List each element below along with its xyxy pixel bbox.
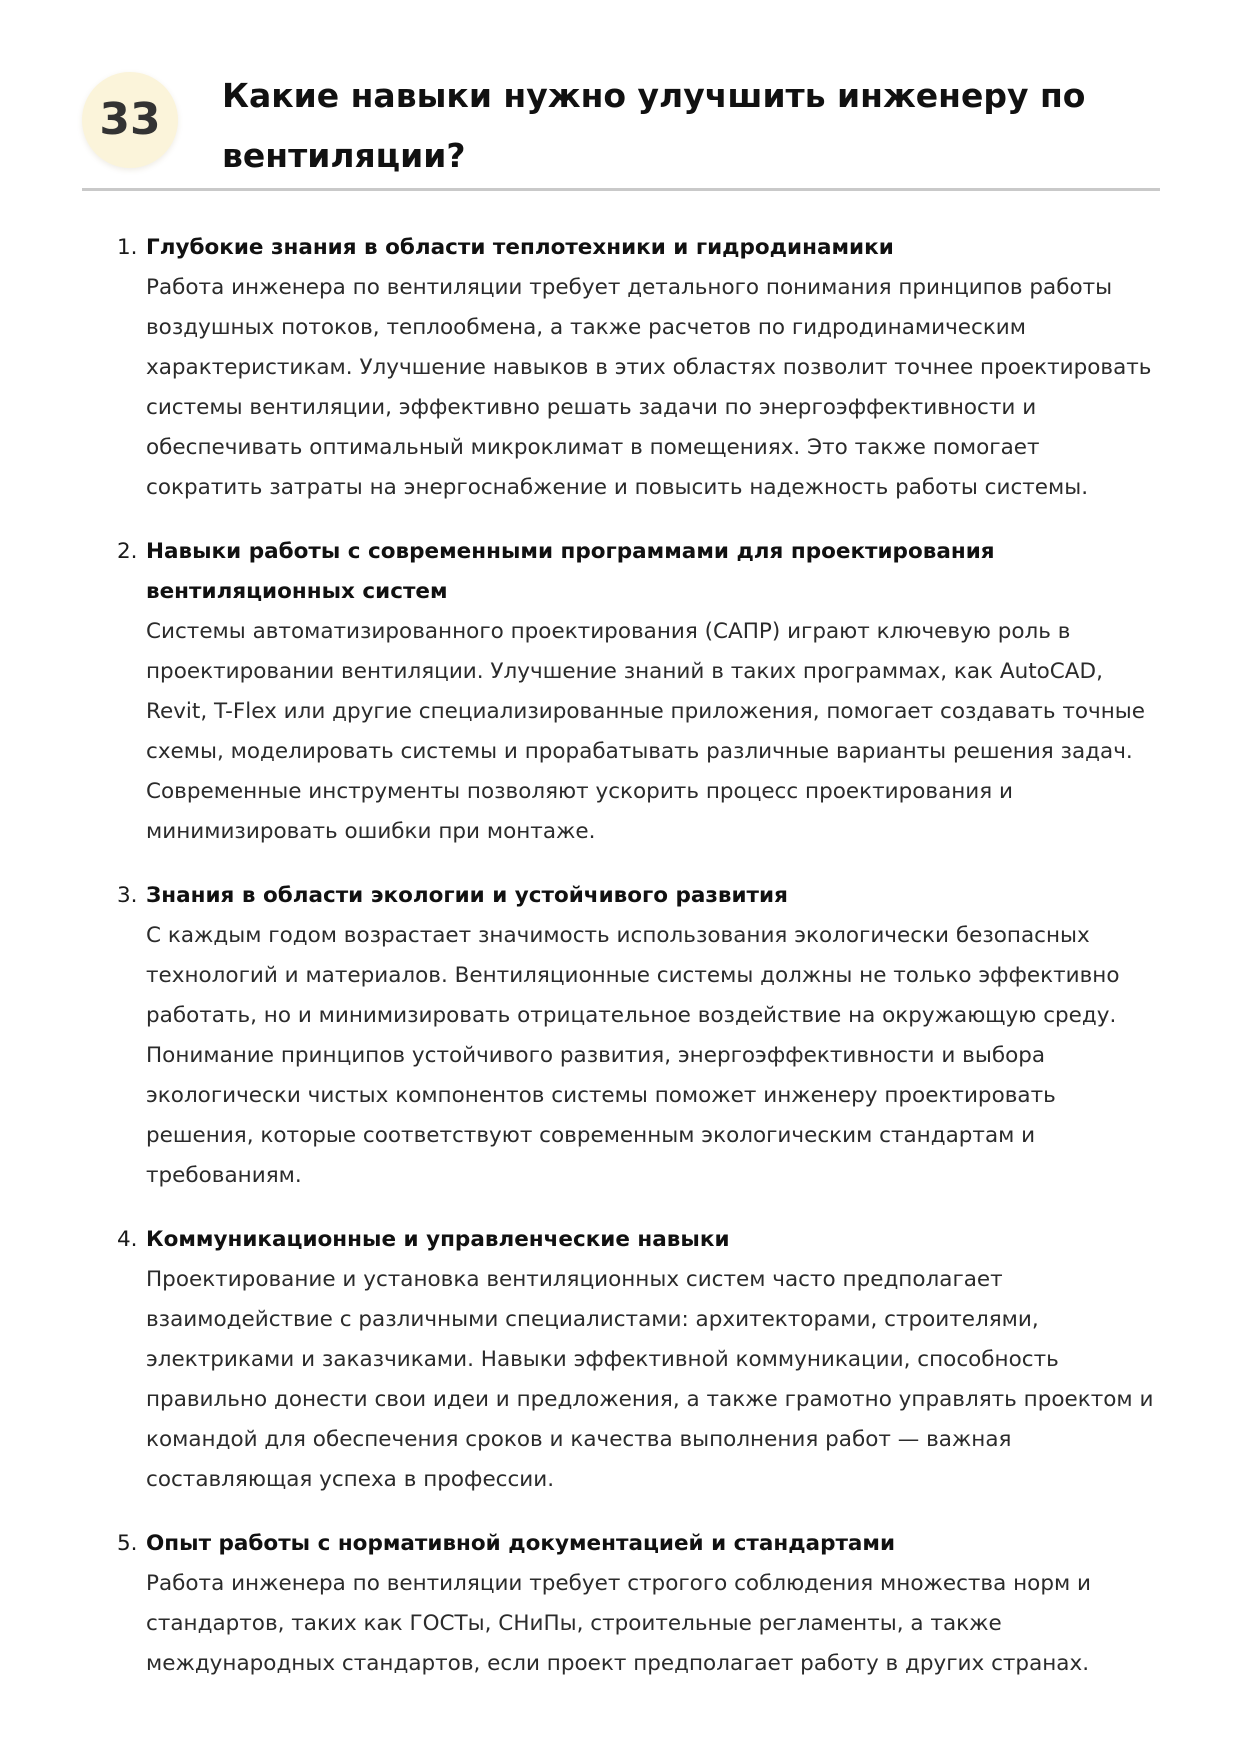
- list-item-text: Системы автоматизированного проектирования (САПР) играют ключевую роль в проектировании вентиляции. Улучшение знаний в таких программах, как AutoCAD, Revit, T-Flex или другие специализированные приложения, помогает создавать точные схемы, моделировать системы и прорабатывать различные варианты решения задач. Современные инструменты позволяют ускорить процесс проектирования и минимизировать ошибки при монтаже.: [146, 619, 1145, 844]
- list-item-heading: Знания в области экологии и устойчивого развития: [146, 883, 788, 908]
- section-header: [82, 60, 1160, 191]
- list-item: [0, 532, 1239, 852]
- list-item-heading: Опыт работы с нормативной документацией и стандартами: [146, 1531, 896, 1556]
- list-item: [0, 228, 1239, 508]
- skills-list: [0, 228, 1239, 1708]
- list-item-body: [146, 876, 1158, 1196]
- list-item-number: 5.: [117, 1531, 138, 1556]
- list-item-body: [146, 1524, 1158, 1684]
- section-title: Какие навыки нужно улучшить инженеру по вентиляции?: [222, 76, 1086, 175]
- list-item-body: [146, 228, 1158, 508]
- list-item-number: 3.: [117, 883, 138, 908]
- list-item: [0, 1524, 1239, 1684]
- list-item-heading: Коммуникационные и управленческие навыки: [146, 1227, 730, 1252]
- list-item-heading: Навыки работы с современными программами для проектирования вентиляционных систем: [146, 539, 995, 604]
- list-item-text: Работа инженера по вентиляции требует строгого соблюдения множества норм и стандартов, таких как ГОСТы, СНиПы, строительные регламенты, а также международных стандартов, если проект предполагает работу в других странах.: [146, 1571, 1091, 1676]
- list-item: [0, 876, 1239, 1196]
- list-item-text: С каждым годом возрастает значимость использования экологически безопасных технологий и материалов. Вентиляционные системы должны не только эффективно работать, но и минимизировать отрицательное воздействие на окружающую среду. Понимание принципов устойчивого развития, энергоэффективности и выбора экологически чистых компонентов системы поможет инженеру проектировать решения, которые соответствуют современным экологическим стандартам и требованиям.: [146, 923, 1120, 1188]
- list-item-body: [146, 1220, 1158, 1500]
- list-item: [0, 1220, 1239, 1500]
- list-item-heading: Глубокие знания в области теплотехники и гидродинамики: [146, 235, 894, 260]
- list-item-text: Работа инженера по вентиляции требует детального понимания принципов работы воздушных потоков, теплообмена, а также расчетов по гидродинамическим характеристикам. Улучшение навыков в этих областях позволит точнее проектировать системы вентиляции, эффективно решать задачи по энергоэффективности и обеспечивать оптимальный микроклимат в помещениях. Это также помогает сократить затраты на энергоснабжение и повысить надежность работы системы.: [146, 275, 1152, 500]
- list-item-number: 1.: [117, 235, 138, 260]
- list-item-body: [146, 532, 1158, 852]
- list-item-number: 2.: [117, 539, 138, 564]
- section-number-badge: 33: [82, 72, 178, 168]
- list-item-text: Проектирование и установка вентиляционных систем часто предполагает взаимодействие с различными специалистами: архитекторами, строителями, электриками и заказчиками. Навыки эффективной коммуникации, способность правильно донести свои идеи и предложения, а также грамотно управлять проектом и командой для обеспечения сроков и качества выполнения работ — важная составляющая успеха в профессии.: [146, 1267, 1154, 1492]
- list-item-number: 4.: [117, 1227, 138, 1252]
